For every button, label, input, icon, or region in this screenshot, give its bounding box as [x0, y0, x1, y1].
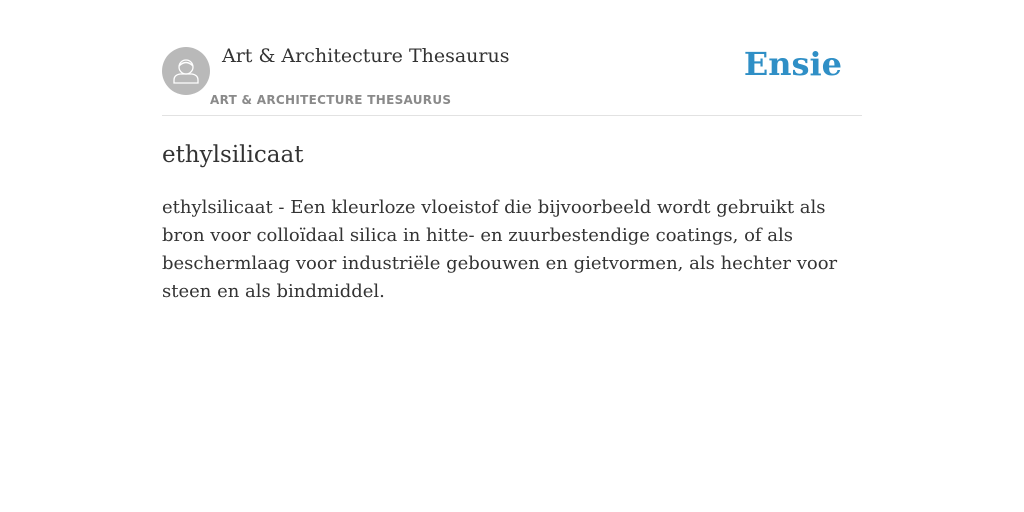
ensie-logo[interactable]: Ensie: [743, 45, 842, 83]
source-title[interactable]: Art & Architecture Thesaurus: [222, 45, 510, 67]
user-icon: [162, 47, 210, 95]
source-header: [162, 0, 862, 116]
entry-definition: ethylsilicaat - Een kleurloze vloeistof die bijvoorbeeld wordt gebruikt als bron voor colloïdaal silica in hitte- en zuurbestendige coatings, of als beschermlaag voor industriële gebouwen en gietvormen, als hechter voor steen en als bindmiddel.: [162, 197, 838, 302]
avatar[interactable]: [162, 47, 210, 95]
entry-term: ethylsilicaat: [162, 142, 304, 168]
source-subtitle: ART & ARCHITECTURE THESAURUS: [210, 93, 452, 107]
content-container: [162, 0, 862, 306]
